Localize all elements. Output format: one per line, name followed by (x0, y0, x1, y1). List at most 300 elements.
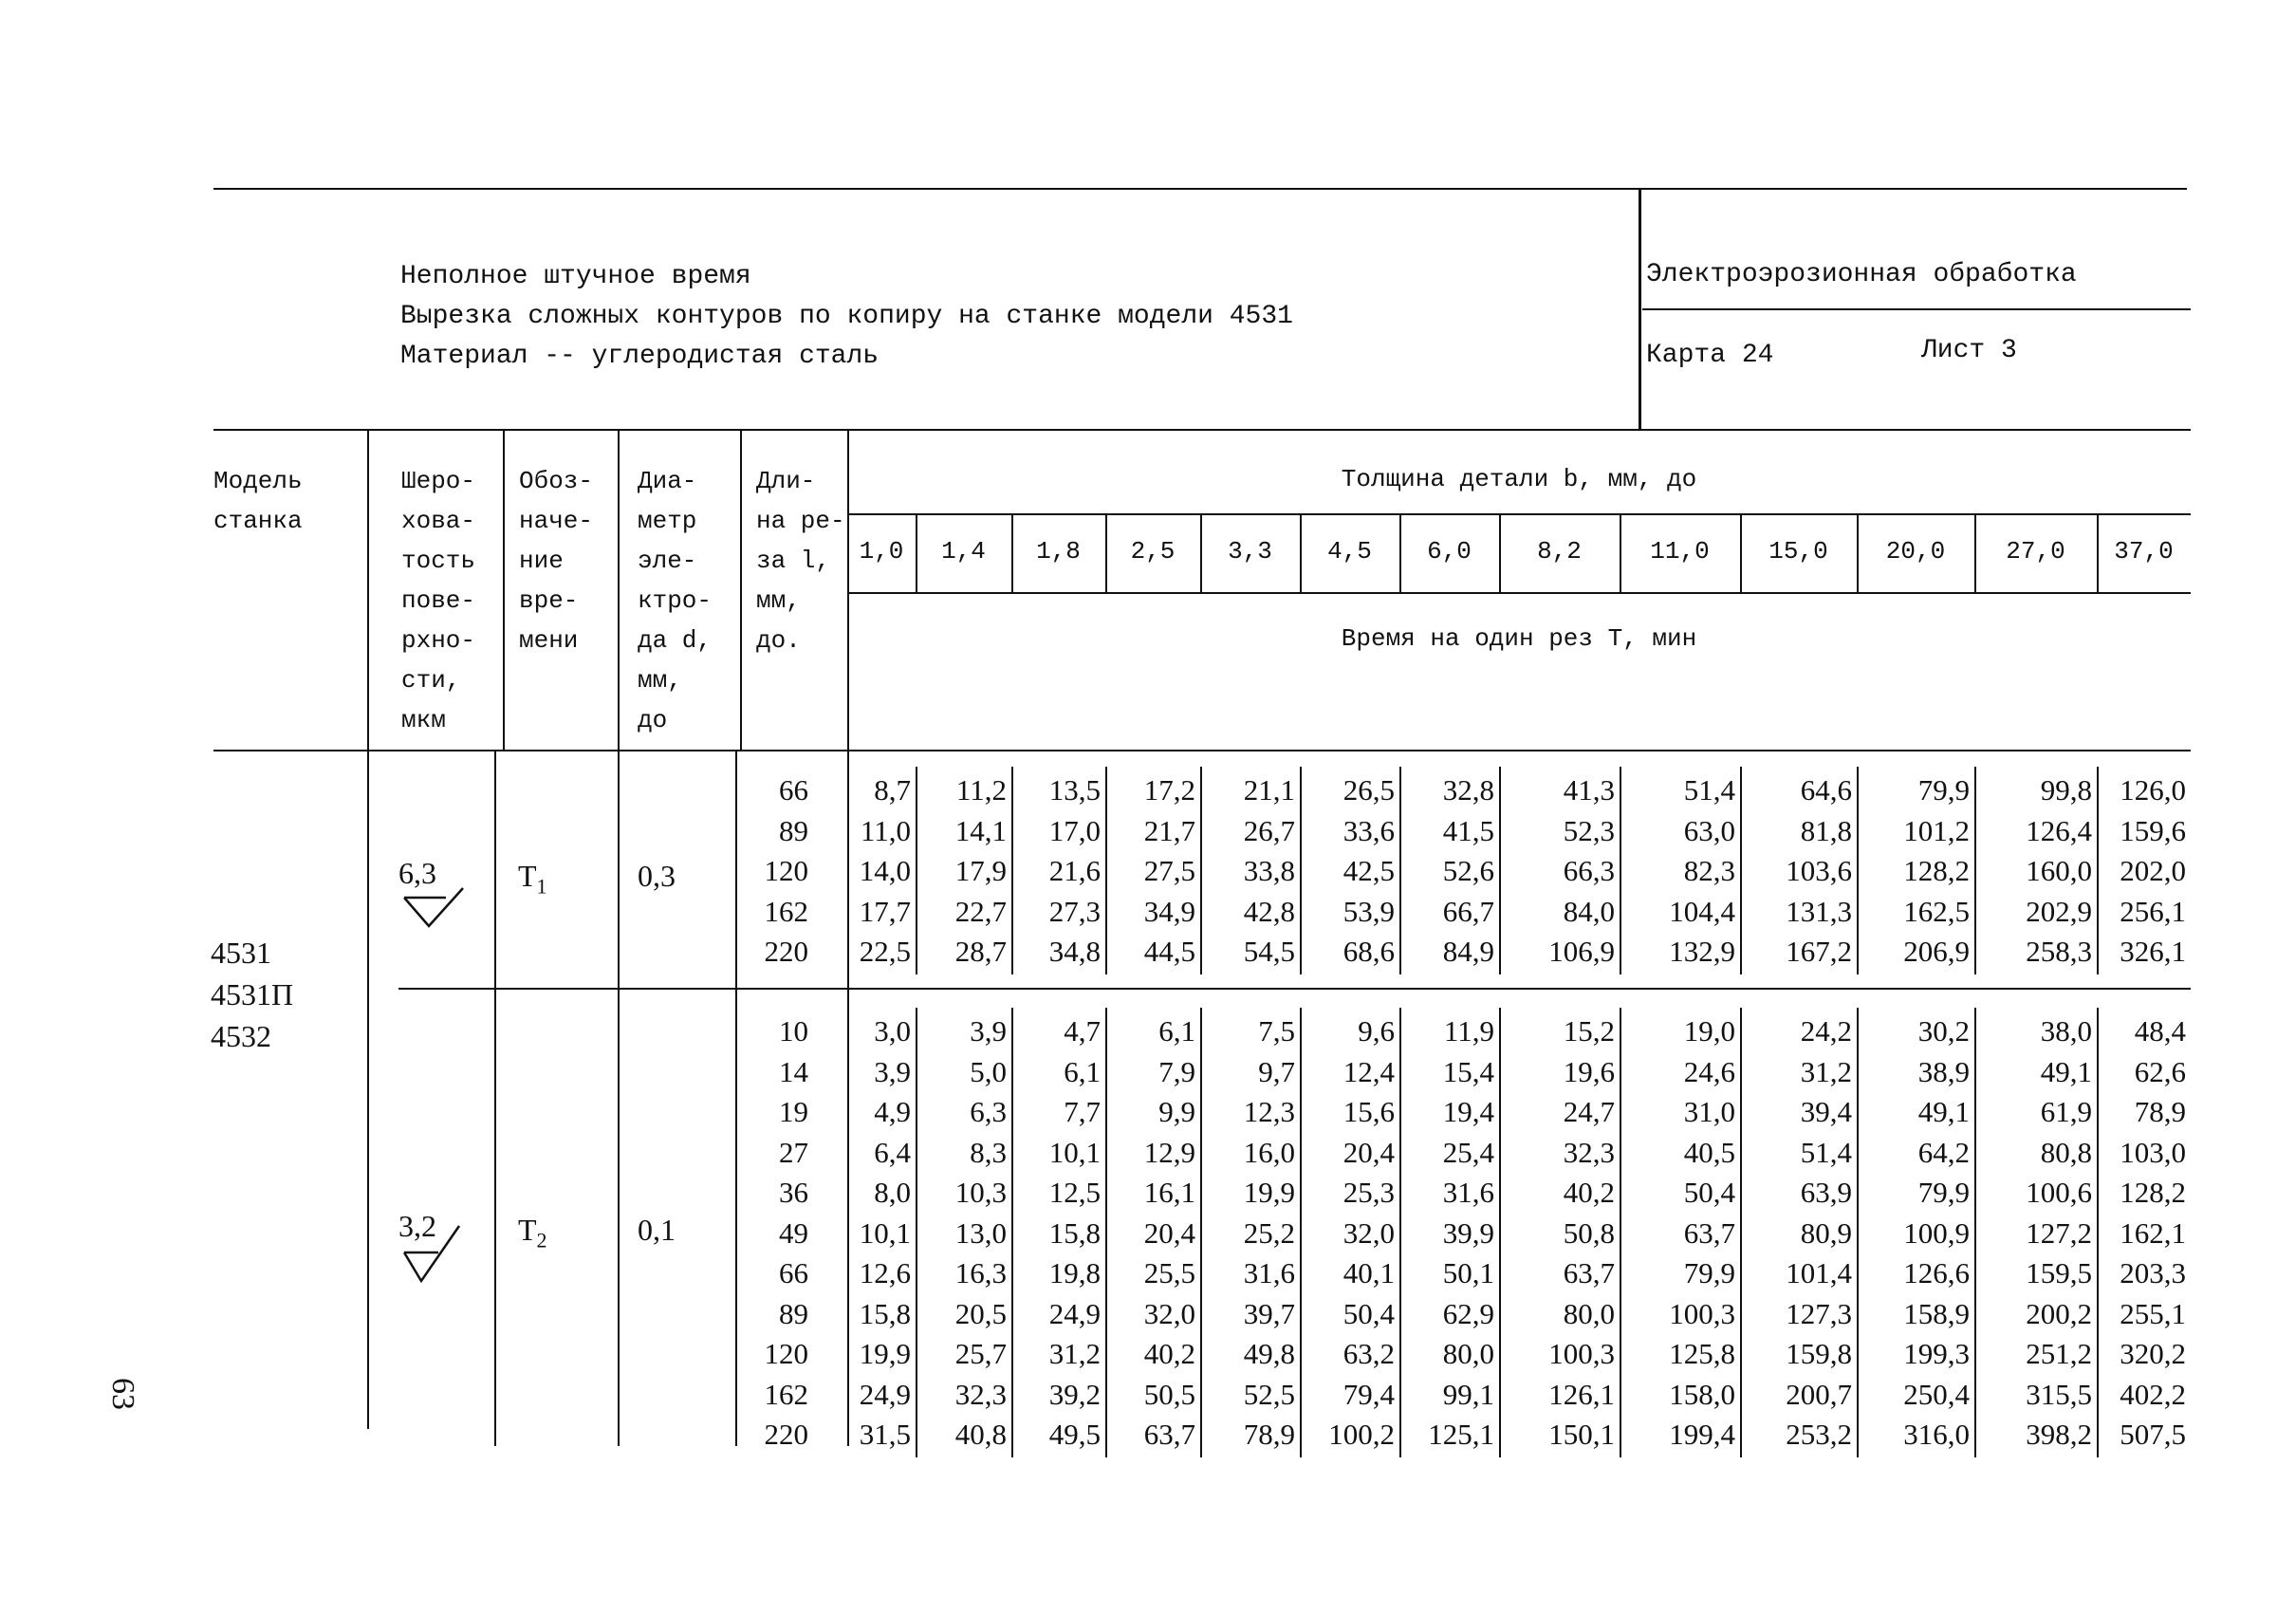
time-cell: 316,0 (1903, 1418, 1970, 1451)
thickness-col-rule (1740, 513, 1742, 592)
time-cell: 256,1 (2120, 894, 2186, 928)
thickness-col-rule (2097, 513, 2099, 592)
time-cell: 12,4 (1342, 1054, 1395, 1088)
length-value: 10 (779, 1014, 808, 1048)
thickness-col-rule (1857, 513, 1859, 592)
time-cell: 3,9 (874, 1054, 911, 1088)
time-cell: 10,1 (1048, 1135, 1101, 1169)
length-value: 220 (764, 1418, 808, 1451)
group2-roughness-value: 3,2 (398, 1209, 436, 1243)
time-cell: 84,9 (1442, 935, 1494, 968)
time-cell: 126,0 (2120, 773, 2186, 807)
time-cell: 162,5 (1903, 894, 1970, 928)
thickness-col-rule (1974, 513, 1976, 592)
time-cell: 15,8 (859, 1296, 911, 1330)
time-col-rule (1499, 1008, 1501, 1457)
time-cell: 326,1 (2120, 935, 2186, 968)
length-value: 89 (779, 813, 808, 847)
time-cell: 78,9 (1243, 1418, 1295, 1451)
time-column (1740, 1011, 1852, 1456)
time-cell: 40,1 (1342, 1256, 1395, 1289)
time-cell: 13,5 (1048, 773, 1101, 807)
col-roughness-header: Шеро- хова- тость пове- рхно- сти, мкм (401, 467, 476, 734)
time-cell: 103,0 (2120, 1135, 2186, 1169)
time-cell: 34,9 (1143, 894, 1195, 928)
time-cell: 79,9 (1917, 1176, 1970, 1209)
group1-roughness-value: 6,3 (398, 856, 436, 890)
thickness-value: 1,8 (1036, 537, 1081, 566)
sheet-number: Лист 3 (1921, 336, 2017, 365)
time-cell: 100,3 (1669, 1296, 1735, 1330)
time-cell: 7,9 (1158, 1054, 1195, 1088)
time-cell: 19,8 (1048, 1256, 1101, 1289)
time-cell: 40,5 (1683, 1135, 1735, 1169)
time-cell: 21,6 (1048, 854, 1101, 887)
time-cell: 40,8 (954, 1418, 1007, 1451)
time-cell: 150,1 (1548, 1418, 1615, 1451)
time-cell: 203,3 (2120, 1256, 2186, 1289)
time-cell: 106,9 (1548, 935, 1615, 968)
time-cell: 41,3 (1563, 773, 1615, 807)
time-col-rule (1620, 767, 1621, 974)
thickness-value: 4,5 (1327, 537, 1372, 566)
time-cell: 158,0 (1669, 1377, 1735, 1411)
time-cell: 25,4 (1442, 1135, 1494, 1169)
roughness-symbol-icon (400, 884, 467, 932)
length-value: 220 (764, 935, 808, 968)
card-number: Карта 24 (1646, 341, 1774, 370)
time-column (1974, 770, 2092, 973)
time-cell: 24,9 (1048, 1296, 1101, 1330)
time-cell: 99,1 (1442, 1377, 1494, 1411)
time-cell: 6,1 (1064, 1054, 1101, 1088)
time-cell: 15,4 (1442, 1054, 1494, 1088)
time-cell: 28,7 (954, 935, 1007, 968)
time-cell: 200,7 (1786, 1377, 1852, 1411)
group2-designation: $Т_2$ (518, 1213, 547, 1252)
time-cell: 79,9 (1683, 1256, 1735, 1289)
time-cell: 42,5 (1342, 854, 1395, 887)
time-cell: 63,7 (1143, 1418, 1195, 1451)
group2-diameter: 0,1 (638, 1213, 676, 1247)
time-cell: 78,9 (2134, 1095, 2186, 1128)
time-cell: 31,2 (1048, 1337, 1101, 1370)
time-cell: 31,0 (1683, 1095, 1735, 1128)
time-cell: 16,0 (1243, 1135, 1295, 1169)
time-cell: 8,3 (970, 1135, 1007, 1169)
time-cell: 50,8 (1563, 1215, 1615, 1250)
time-col-rule (1620, 1008, 1621, 1457)
time-cell: 25,7 (954, 1337, 1007, 1370)
time-column (1740, 770, 1852, 973)
time-title: Время на один рез Т, мин (1341, 624, 1697, 653)
time-cell: 14,1 (954, 813, 1007, 847)
time-col-rule (1499, 767, 1501, 974)
length-value: 27 (779, 1135, 808, 1169)
time-cell: 25,5 (1143, 1256, 1195, 1289)
time-cell: 132,9 (1669, 935, 1735, 968)
thickness-value: 37,0 (2114, 537, 2174, 566)
time-cell: 53,9 (1342, 894, 1395, 928)
time-cell: 100,2 (1328, 1418, 1395, 1451)
time-cell: 31,6 (1243, 1256, 1295, 1289)
time-column (1200, 770, 1295, 973)
thickness-col-rule (1105, 513, 1107, 592)
time-col-rule (1399, 1008, 1401, 1457)
time-cell: 25,3 (1342, 1176, 1395, 1209)
model-4531p: 4531П (211, 977, 294, 1011)
time-cell: 17,0 (1048, 813, 1101, 847)
time-cell: 38,0 (2040, 1014, 2092, 1048)
thickness-col-rule (1011, 513, 1013, 592)
time-cell: 13,0 (954, 1215, 1007, 1250)
time-cell: 26,5 (1342, 773, 1395, 807)
time-cell: 6,4 (874, 1135, 911, 1169)
time-cell: 15,2 (1563, 1014, 1615, 1048)
thickness-value: 6,0 (1427, 537, 1472, 566)
time-cell: 12,6 (859, 1256, 911, 1289)
time-cell: 4,9 (874, 1095, 911, 1128)
time-cell: 159,8 (1786, 1337, 1852, 1370)
thickness-title: Толщина детали b, мм, до (1341, 465, 1697, 493)
time-cell: 31,6 (1442, 1176, 1494, 1209)
time-cell: 125,1 (1428, 1418, 1494, 1451)
diameter-col-rule-body (735, 750, 737, 1446)
time-column (1300, 770, 1395, 973)
time-cell: 39,4 (1800, 1095, 1852, 1128)
top-rule (213, 188, 2187, 190)
time-cell: 25,2 (1243, 1215, 1295, 1250)
time-col-rule (1740, 767, 1742, 974)
time-cell: 30,2 (1917, 1014, 1970, 1048)
time-cell: 258,3 (2026, 935, 2092, 968)
time-cell: 17,7 (859, 894, 911, 928)
time-cell: 3,0 (874, 1014, 911, 1048)
thickness-col-rule (1300, 513, 1302, 592)
time-cell: 251,2 (2026, 1337, 2092, 1370)
time-cell: 206,9 (1903, 935, 1970, 968)
time-cell: 11,0 (860, 813, 911, 847)
time-column (1105, 1011, 1195, 1456)
thickness-col-rule (1200, 513, 1202, 592)
section-title: Электроэрозионная обработка (1646, 260, 2077, 289)
time-cell: 32,3 (954, 1377, 1007, 1411)
time-cell: 398,2 (2026, 1418, 2092, 1451)
time-cell: 66,3 (1563, 854, 1615, 887)
time-column (1399, 770, 1494, 973)
time-cell: 68,6 (1342, 935, 1395, 968)
time-cell: 20,4 (1143, 1215, 1195, 1250)
time-cell: 15,8 (1048, 1215, 1101, 1250)
time-cell: 5,0 (970, 1054, 1007, 1088)
thickness-value: 2,5 (1130, 537, 1176, 566)
time-cell: 19,9 (859, 1337, 911, 1370)
time-cell: 66,7 (1442, 894, 1494, 928)
time-cell: 255,1 (2120, 1296, 2186, 1330)
time-cell: 9,7 (1258, 1054, 1295, 1088)
time-column (1620, 1011, 1735, 1456)
time-cell: 19,6 (1563, 1054, 1615, 1088)
time-column (1620, 770, 1735, 973)
time-cell: 82,3 (1683, 854, 1735, 887)
time-cell: 253,2 (1786, 1418, 1852, 1451)
time-cell: 19,4 (1442, 1095, 1494, 1128)
time-cell: 33,6 (1342, 813, 1395, 847)
time-cell: 19,9 (1243, 1176, 1295, 1209)
thickness-value: 11,0 (1650, 537, 1710, 566)
time-cell: 49,8 (1243, 1337, 1295, 1370)
thickness-col-rule (1399, 513, 1401, 592)
time-cell: 27,5 (1143, 854, 1195, 887)
time-cell: 17,9 (954, 854, 1007, 887)
time-cell: 61,9 (2040, 1095, 2092, 1128)
time-cell: 49,1 (2040, 1054, 2092, 1088)
time-cell: 100,3 (1548, 1337, 1615, 1370)
header-bottom-rule (213, 750, 2191, 751)
time-cell: 507,5 (2120, 1418, 2186, 1451)
time-cell: 11,9 (1443, 1014, 1494, 1048)
time-cell: 24,9 (859, 1377, 911, 1411)
time-cell: 12,9 (1143, 1135, 1195, 1169)
thickness-col-rule (1499, 513, 1501, 592)
time-cell: 24,2 (1800, 1014, 1852, 1048)
time-cell: 320,2 (2120, 1337, 2186, 1370)
group-separator (398, 988, 2191, 990)
time-cell: 103,6 (1786, 854, 1852, 887)
time-cell: 4,7 (1064, 1014, 1101, 1048)
time-cell: 32,0 (1143, 1296, 1195, 1330)
time-cell: 159,5 (2026, 1256, 2092, 1289)
time-column (1399, 1011, 1494, 1456)
title-divider (1639, 188, 1641, 429)
time-cell: 6,3 (970, 1095, 1007, 1128)
time-col-rule (1857, 767, 1859, 974)
thickness-top-rule (847, 513, 2191, 515)
time-cell: 16,3 (954, 1256, 1007, 1289)
title-lines (400, 257, 1293, 377)
col-diameter-header: Диа- метр эле- ктро- да d, мм, до (638, 467, 713, 734)
time-cell: 62,9 (1442, 1296, 1494, 1330)
time-cell: 39,9 (1442, 1215, 1494, 1250)
time-cell: 101,2 (1903, 813, 1970, 847)
time-cell: 199,4 (1669, 1418, 1735, 1451)
time-cell: 26,7 (1243, 813, 1295, 847)
time-cell: 100,6 (2026, 1176, 2092, 1209)
time-cell: 80,0 (1442, 1337, 1494, 1370)
length-value: 162 (764, 1377, 808, 1411)
time-cell: 202,9 (2026, 894, 2092, 928)
time-cell: 41,5 (1442, 813, 1494, 847)
time-cell: 167,2 (1786, 935, 1852, 968)
roughness-col-rule (503, 429, 505, 750)
time-cell: 81,8 (1800, 813, 1852, 847)
time-cell: 16,1 (1143, 1176, 1195, 1209)
time-column (1857, 770, 1970, 973)
thickness-col-rule (916, 513, 917, 592)
time-col-rule (1399, 767, 1401, 974)
time-cell: 80,8 (2040, 1135, 2092, 1169)
page-number: 63 (105, 1378, 140, 1410)
length-value: 14 (779, 1054, 808, 1088)
length-value: 66 (779, 1256, 808, 1289)
time-cell: 79,9 (1917, 773, 1970, 807)
time-col-rule (1300, 767, 1302, 974)
time-cell: 10,1 (859, 1215, 911, 1250)
thickness-value: 15,0 (1768, 537, 1828, 566)
time-col-rule (1740, 1008, 1742, 1457)
time-column (916, 1011, 1007, 1456)
time-cell: 160,0 (2026, 854, 2092, 887)
title-line-1: Неполное штучное время (400, 262, 751, 291)
time-cell: 22,5 (859, 935, 911, 968)
time-cell: 63,0 (1683, 813, 1735, 847)
time-cell: 12,3 (1243, 1095, 1295, 1128)
title-line-2: Вырезка сложных контуров по копиру на станке модели 4531 (400, 302, 1293, 331)
time-column (1499, 1011, 1615, 1456)
thickness-bottom-rule (847, 592, 2191, 594)
time-column (847, 770, 911, 973)
time-cell: 32,3 (1563, 1135, 1615, 1169)
diameter-col-rule (740, 429, 742, 750)
length-value: 66 (779, 773, 808, 807)
col-model-header: Модель станка (213, 467, 303, 535)
time-col-rule (1011, 767, 1013, 974)
time-cell: 34,8 (1048, 935, 1101, 968)
time-cell: 24,7 (1563, 1095, 1615, 1128)
time-cell: 9,6 (1358, 1014, 1395, 1048)
time-column (916, 770, 1007, 973)
time-cell: 126,1 (1548, 1377, 1615, 1411)
time-column (847, 1011, 911, 1456)
col-designation-header: Обоз- наче- ние вре- мени (519, 467, 594, 655)
time-cell: 52,5 (1243, 1377, 1295, 1411)
thickness-col-rule (1620, 513, 1621, 592)
group1-designation: $Т_1$ (518, 859, 547, 899)
time-cell: 402,2 (2120, 1377, 2186, 1411)
thickness-value: 1,4 (941, 537, 986, 566)
time-cell: 80,9 (1800, 1215, 1852, 1250)
time-cell: 64,6 (1800, 773, 1852, 807)
time-cell: 50,5 (1143, 1377, 1195, 1411)
time-cell: 79,4 (1342, 1377, 1395, 1411)
time-cell: 22,7 (954, 894, 1007, 928)
time-cell: 6,1 (1158, 1014, 1195, 1048)
time-cell: 17,2 (1143, 773, 1195, 807)
time-cell: 11,2 (955, 773, 1007, 807)
time-cell: 7,5 (1258, 1014, 1295, 1048)
time-column (1499, 770, 1615, 973)
group1-diameter: 0,3 (638, 859, 676, 893)
model-4531: 4531 (211, 936, 271, 970)
length-column (750, 1011, 808, 1456)
length-value: 162 (764, 894, 808, 928)
thickness-value: 8,2 (1537, 537, 1582, 566)
time-cell: 101,4 (1786, 1256, 1852, 1289)
length-column (750, 770, 808, 973)
length-value: 36 (779, 1176, 808, 1209)
time-cell: 62,6 (2134, 1054, 2186, 1088)
model-4532: 4532 (211, 1019, 271, 1053)
time-cell: 52,6 (1442, 854, 1494, 887)
time-cell: 49,1 (1917, 1095, 1970, 1128)
time-column (1011, 1011, 1101, 1456)
model-col-rule (367, 429, 369, 1429)
time-cell: 131,3 (1786, 894, 1852, 928)
time-cell: 63,7 (1563, 1256, 1615, 1289)
title-line-3: Материал -- углеродистая сталь (400, 342, 880, 371)
time-col-rule (1105, 767, 1107, 974)
time-cell: 20,5 (954, 1296, 1007, 1330)
time-cell: 40,2 (1563, 1176, 1615, 1209)
time-column (1300, 1011, 1395, 1456)
time-cell: 33,8 (1243, 854, 1295, 887)
time-cell: 315,5 (2026, 1377, 2092, 1411)
time-cell: 39,2 (1048, 1377, 1101, 1411)
time-column (1857, 1011, 1970, 1456)
time-cell: 52,3 (1563, 813, 1615, 847)
time-cell: 12,5 (1048, 1176, 1101, 1209)
time-cell: 63,2 (1342, 1337, 1395, 1370)
time-cell: 38,9 (1917, 1054, 1970, 1088)
time-col-rule (1300, 1008, 1302, 1457)
time-col-rule (916, 767, 917, 974)
time-cell: 3,9 (970, 1014, 1007, 1048)
time-cell: 32,8 (1442, 773, 1494, 807)
time-col-rule (1200, 1008, 1202, 1457)
time-cell: 99,8 (2040, 773, 2092, 807)
time-column (1200, 1011, 1295, 1456)
time-cell: 48,4 (2134, 1014, 2186, 1048)
time-col-rule (2097, 1008, 2099, 1457)
time-cell: 158,9 (1903, 1296, 1970, 1330)
table-top-rule (213, 429, 2191, 431)
designation-col-rule (618, 429, 620, 1446)
title-right-rule (1642, 308, 2191, 310)
time-col-rule (1974, 767, 1976, 974)
time-cell: 21,1 (1243, 773, 1295, 807)
time-column (2097, 770, 2186, 973)
time-cell: 127,2 (2026, 1215, 2092, 1250)
time-cell: 100,9 (1903, 1215, 1970, 1250)
time-cell: 24,6 (1683, 1054, 1735, 1088)
time-column (1974, 1011, 2092, 1456)
time-cell: 104,4 (1669, 894, 1735, 928)
time-col-rule (1857, 1008, 1859, 1457)
time-cell: 126,6 (1903, 1256, 1970, 1289)
time-cell: 64,2 (1917, 1135, 1970, 1169)
thickness-value: 27,0 (2006, 537, 2065, 566)
time-cell: 19,0 (1683, 1014, 1735, 1048)
time-cell: 14,0 (859, 854, 911, 887)
time-cell: 8,7 (874, 773, 911, 807)
time-cell: 199,3 (1903, 1337, 1970, 1370)
time-cell: 9,9 (1158, 1095, 1195, 1128)
time-cell: 49,5 (1048, 1418, 1101, 1451)
time-cell: 21,7 (1143, 813, 1195, 847)
time-col-rule (1974, 1008, 1976, 1457)
time-column (1011, 770, 1101, 973)
time-cell: 162,1 (2120, 1215, 2186, 1250)
time-cell: 200,2 (2026, 1296, 2092, 1330)
length-value: 19 (779, 1095, 808, 1128)
col-length-header: Дли- на ре- за l, мм, до. (756, 467, 845, 655)
time-cell: 50,4 (1342, 1296, 1395, 1330)
time-cell: 202,0 (2120, 854, 2186, 887)
time-cell: 84,0 (1563, 894, 1615, 928)
roughness-symbol-icon (398, 1224, 465, 1287)
time-cell: 63,9 (1800, 1176, 1852, 1209)
time-cell: 159,6 (2120, 813, 2186, 847)
